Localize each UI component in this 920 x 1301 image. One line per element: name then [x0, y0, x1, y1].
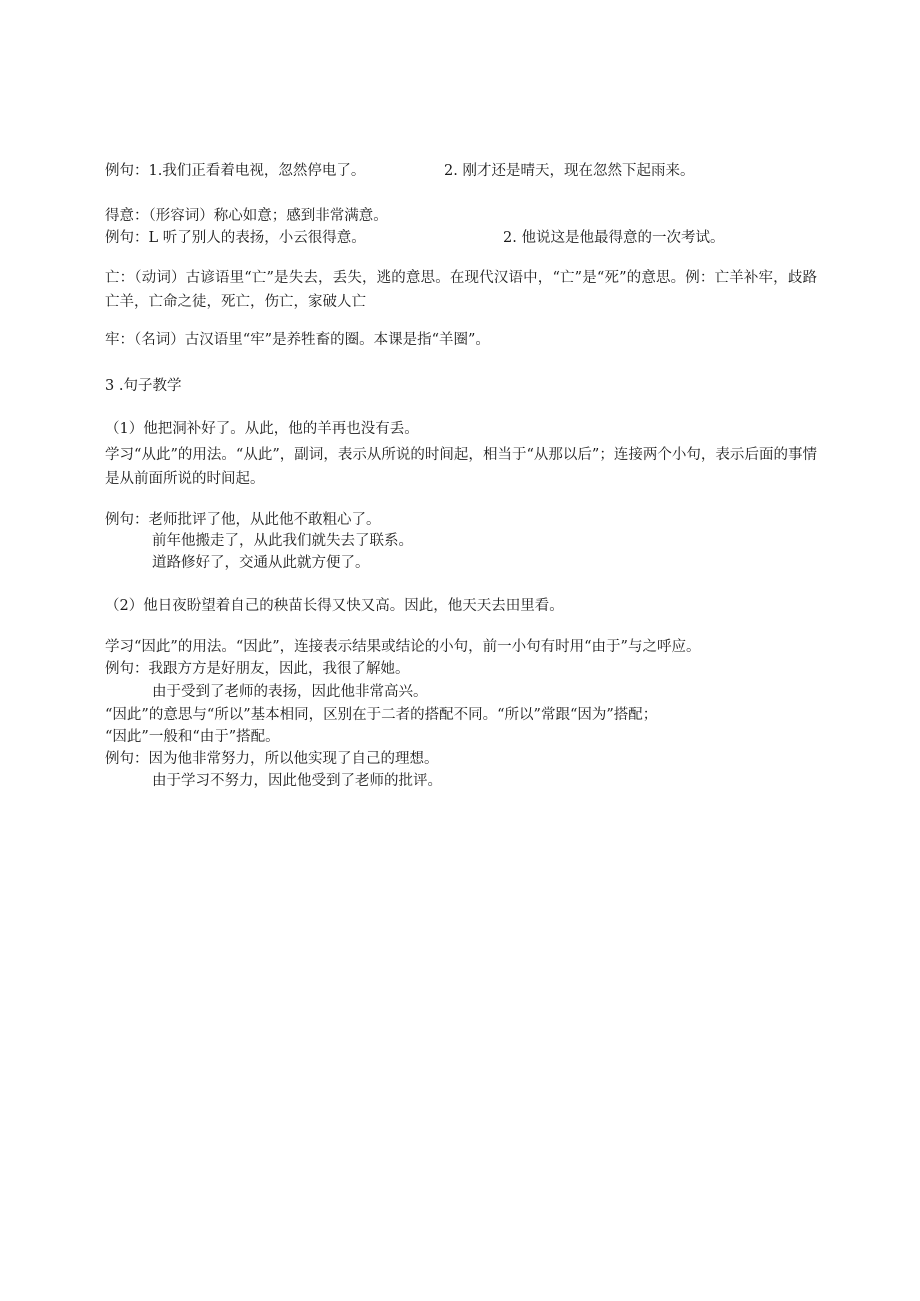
- section-3-heading: 3 .句子教学: [105, 378, 182, 394]
- yinci-example-2: 由于受到了老师的表扬，因此他非常高兴。: [152, 684, 428, 700]
- congci-example-3: 道路修好了，交通从此就方便了。: [152, 555, 370, 571]
- sentence-1: （1）他把洞补好了。从此，他的羊再也没有丢。: [105, 421, 419, 437]
- congci-explanation: 学习“从此”的用法。“从此”，副词，表示从所说的时间起，相当于“从那以后”；连接两个小句，表示后面的事情是从前面所说的时间起。: [105, 447, 817, 487]
- deyi-example-2: 2. 他说这是他最得意的一次考试。: [503, 230, 725, 246]
- wang-definition: 亡：（动词）古谚语里“亡”是失去，丢失，逃的意思。在现代汉语中，“亡”是“死”的意思。例：亡羊补牢，歧路亡羊，亡命之徒，死亡，伤亡，家破人亡: [105, 270, 817, 310]
- lao-definition: 牢：（名词）古汉语里“牢”是养牲畜的圈。本课是指“羊圈”。: [105, 332, 490, 348]
- yinci-example-3: 例句：因为他非常努力，所以他实现了自己的理想。: [105, 751, 439, 767]
- yinci-comparison-2: “因此”一般和“由于”搭配。: [105, 729, 280, 745]
- deyi-definition: 得意：（形容词）称心如意；感到非常满意。: [105, 208, 388, 224]
- yinci-comparison-1: “因此”的意思与“所以”基本相同，区别在于二者的搭配不同。“所以”常跟“因为”搭配；: [105, 707, 658, 723]
- sentence-2: （2）他日夜盼望着自己的秧苗长得又快又高。因此，他天天去田里看。: [105, 598, 564, 614]
- deyi-example-1: 例句：L 听了别人的表扬，小云很得意。: [105, 230, 366, 246]
- example-sentence-1: 例句：1.我们正看着电视，忽然停电了。: [105, 163, 366, 179]
- yinci-example-4: 由于学习不努力，因此他受到了老师的批评。: [152, 773, 442, 789]
- congci-example-2: 前年他搬走了，从此我们就失去了联系。: [152, 533, 413, 549]
- yinci-explanation: 学习“因此”的用法。“因此”，连接表示结果或结论的小句，前一小句有时用“由于”与之呼应。: [105, 639, 701, 655]
- example-sentence-2: 2. 刚才还是晴天，现在忽然下起雨来。: [444, 163, 695, 179]
- yinci-example-1: 例句：我跟方方是好朋友，因此，我很了解她。: [105, 661, 410, 677]
- congci-example-1: 例句：老师批评了他，从此他不敢粗心了。: [105, 512, 381, 528]
